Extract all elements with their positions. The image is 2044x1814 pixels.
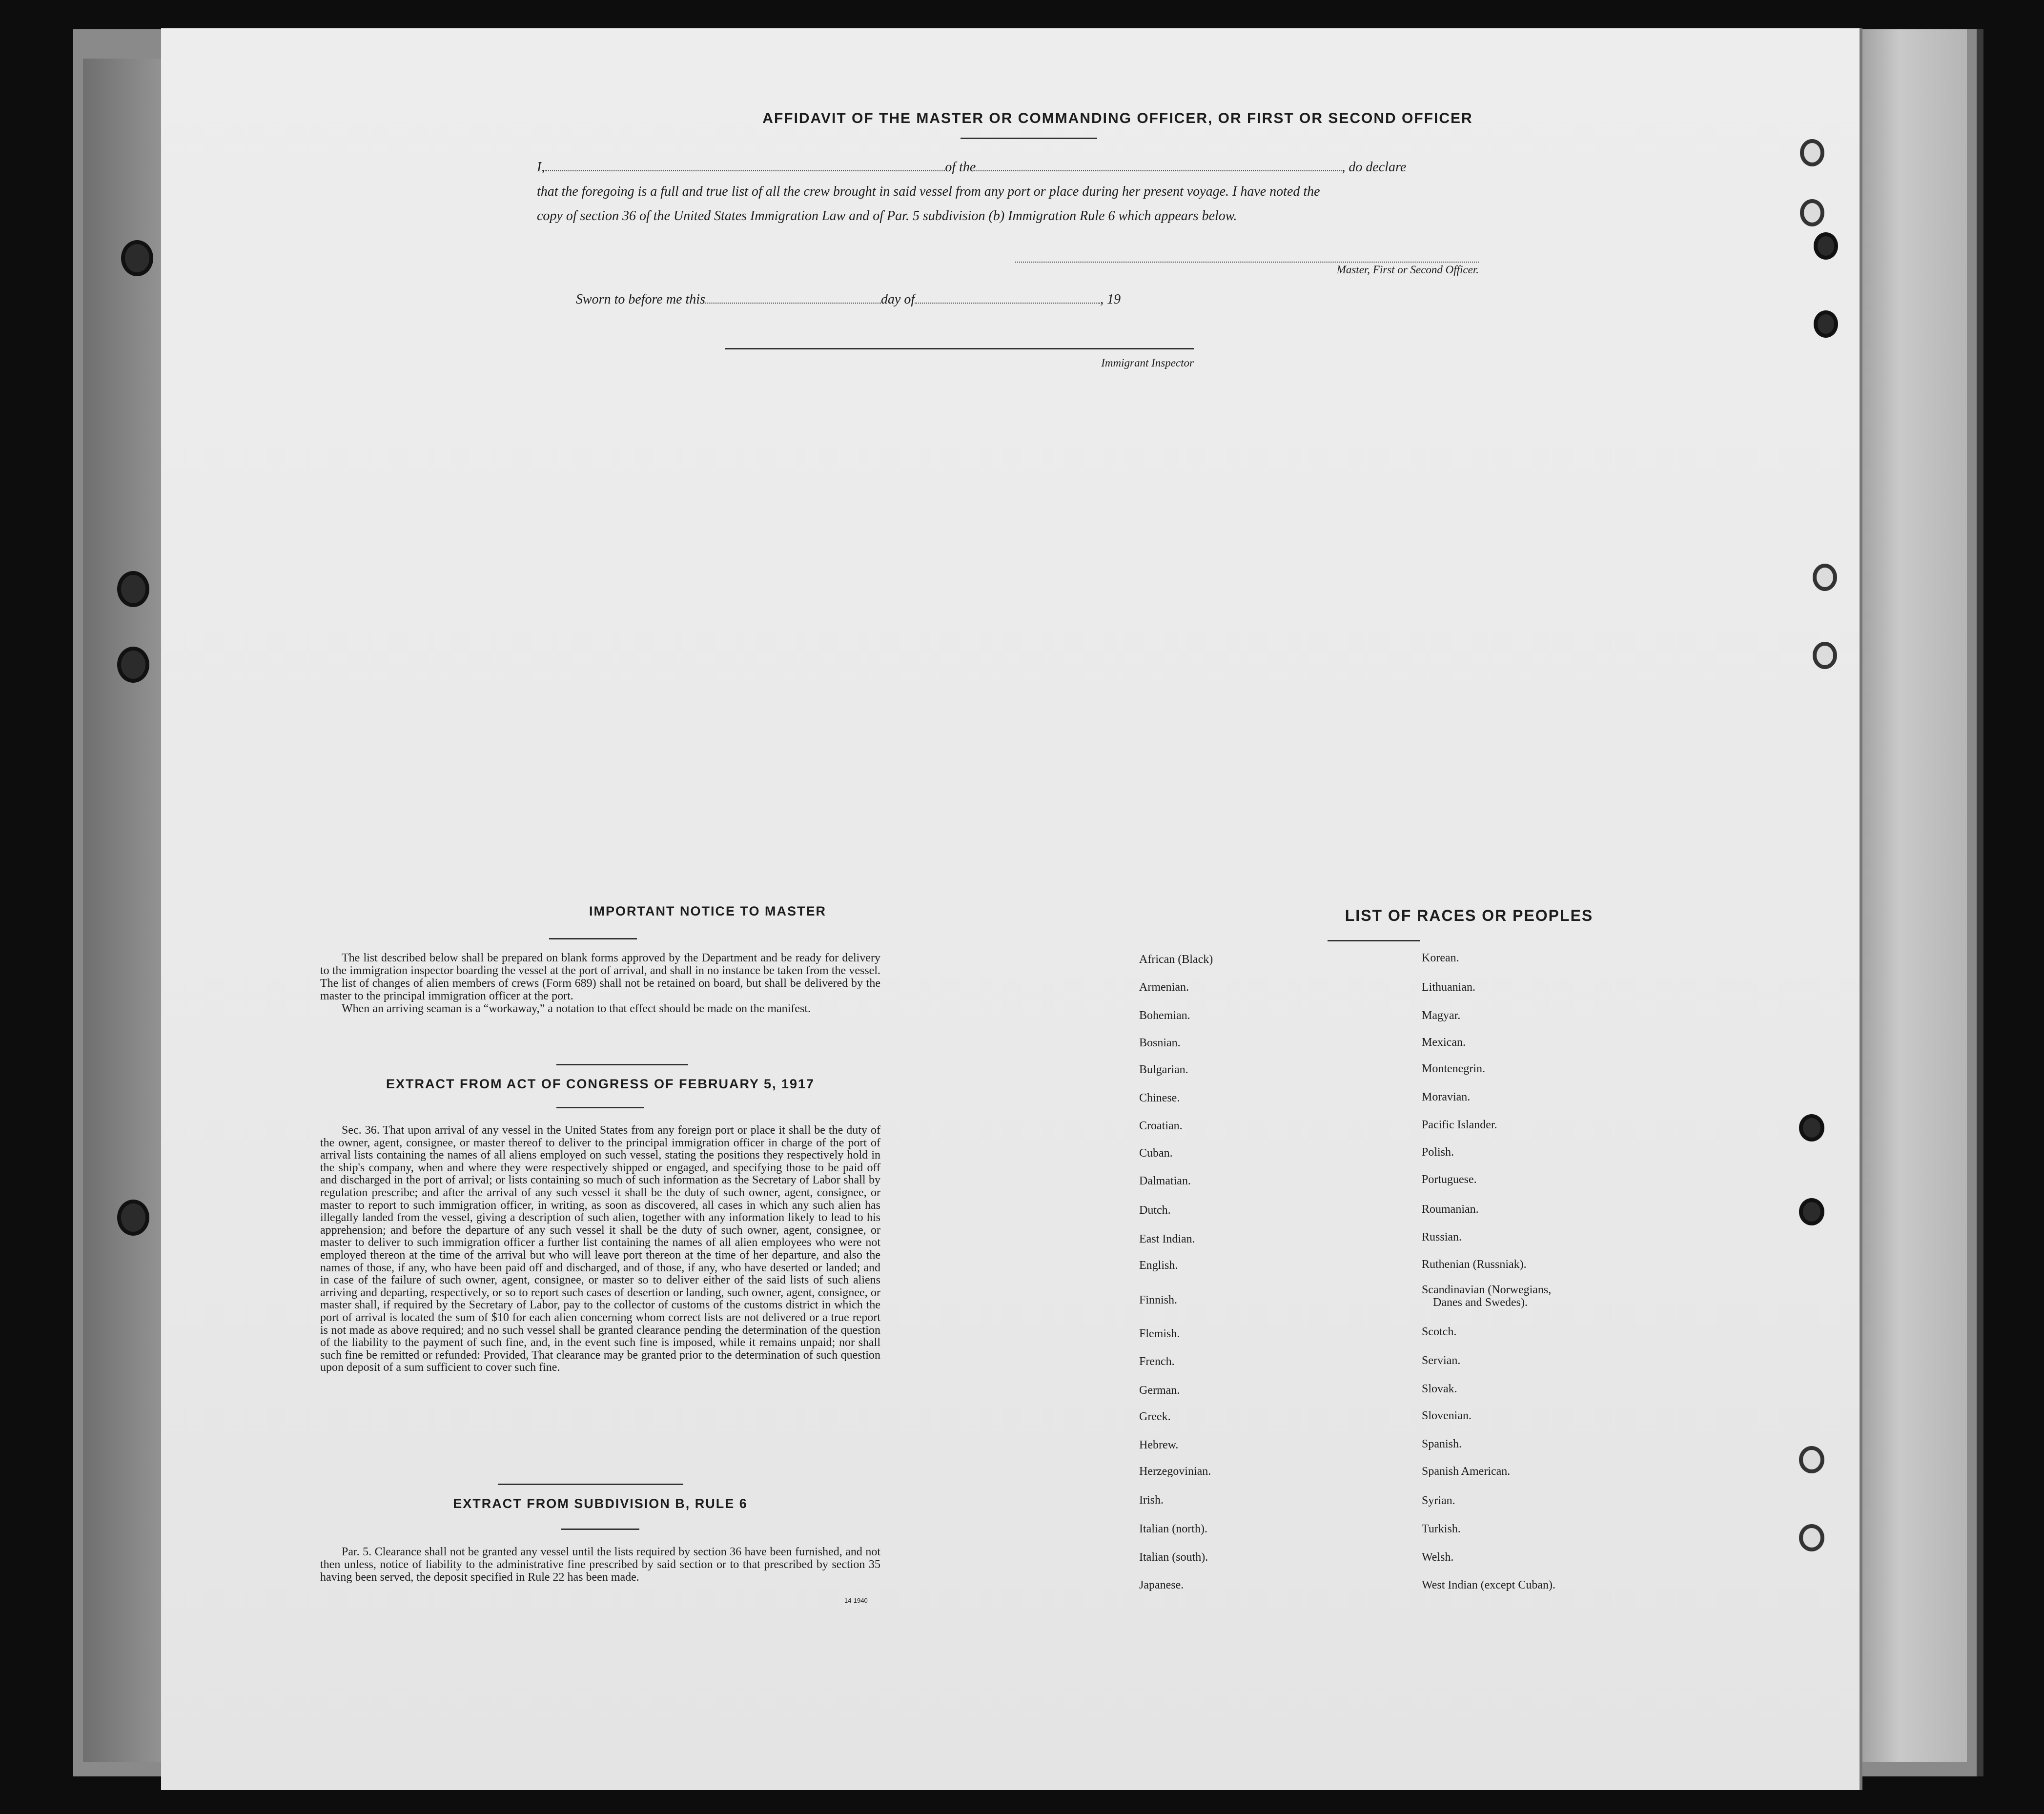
punch-hole-icon bbox=[1799, 1524, 1824, 1551]
sworn-statement bbox=[576, 292, 1210, 307]
race-item: English. bbox=[1139, 1259, 1178, 1272]
race-item: French. bbox=[1139, 1355, 1175, 1368]
race-item: East Indian. bbox=[1139, 1233, 1195, 1245]
race-item: Dalmatian. bbox=[1139, 1175, 1191, 1187]
race-item: Spanish. bbox=[1422, 1438, 1462, 1450]
race-item: Servian. bbox=[1422, 1354, 1461, 1367]
race-item: Spanish American. bbox=[1422, 1465, 1511, 1478]
punch-hole-icon bbox=[117, 1200, 149, 1236]
punch-hole-icon bbox=[1814, 310, 1838, 338]
race-item: Moravian. bbox=[1422, 1091, 1471, 1103]
affidavit-line-2: that the foregoing is a full and true list of all the crew brought in said vessel from any port or place during her present voyage. I have noted the bbox=[537, 184, 1320, 199]
race-item: Mexican. bbox=[1422, 1036, 1466, 1049]
par-5-text bbox=[320, 1546, 880, 1584]
punch-hole-icon bbox=[1800, 199, 1824, 226]
race-item: Lithuanian. bbox=[1422, 981, 1475, 994]
notice-paragraph: When an arriving seaman is a “workaway,” a notation to that effect should be made on the manifest. bbox=[342, 1002, 811, 1015]
section-36-paragraph: Sec. 36. That upon arrival of any vessel in the United States from any foreign port or place it shall be the duty of the owner, agent, consignee, or master thereof to deliver to the principal immigration officer in charge of the port of arrival lists containing the names of all aliens employed on such vessel, stating the positions they respectively hold in the ship's company, when and where they were respectively shipped or engaged, and specifying those to be paid off and discharged in the port of arrival; or lists containing so much of such information as the Secretary of Labor shall by regulation prescribe; and after the arrival of any such vessel it shall be the duty of such owner, agent, consignee, or master to report to such immigration officer, in writing, as soon as discovered, all cases in which any such alien has illegally landed from the vessel, giving a description of such alien, together with any information likely to lead to his apprehension; and before the departure of any such vessel it shall be the duty of such owner, agent, consignee, or master to deliver to such immigration officer a further list containing the names of all alien employees who were not employed thereon at the time of the arrival but who will leave port thereon at the time of her departure, and also the names of those, if any, who have been paid off and discharged, and of those, if any, who have deserted or landed; and in case of the failure of such owner, agent, consignee, or master so to deliver either of the said lists of such aliens arriving and departing, respectively, or so to report such cases of desertion or landing, such owner, agent, consignee, or master shall, if required by the Secretary of Labor, pay to the collector of customs of the customs district in which the port of arrival is located the sum of $10 for each alien concerning whom correct lists are not delivered or a true report is not made as above required; and no such vessel shall be granted clearance pending the determination of the question of the liability to the payment of such fine, and, in the event such fine is imposed, while it remains unpaid; nor shall such fine be remitted or refunded: Provided, That clearance may be granted prior to the determination of such question upon deposit of a sum sufficient to cover such fine. bbox=[320, 1124, 880, 1374]
par-5-paragraph: Par. 5. Clearance shall not be granted any vessel until the lists required by section 36 have been furnished, and not then unless, notice of liability to the administrative fine prescribed by said section or to that prescribed by section 35 having been served, the deposit specified in Rule 22 has been made. bbox=[320, 1546, 880, 1584]
race-item: Roumanian. bbox=[1422, 1203, 1479, 1216]
section-divider bbox=[556, 1064, 688, 1065]
race-item: Herzegovinian. bbox=[1139, 1465, 1211, 1478]
punch-hole-icon bbox=[1799, 1198, 1824, 1225]
race-item: Magyar. bbox=[1422, 1009, 1461, 1022]
punch-hole-icon bbox=[1814, 232, 1838, 260]
name-blank bbox=[545, 162, 945, 171]
affidavit-line-3: copy of section 36 of the United States Immigration Law and of Par. 5 subdivision (b) Immigration Rule 6 which appears below. bbox=[537, 208, 1237, 224]
notice-title: IMPORTANT NOTICE TO MASTER bbox=[589, 904, 826, 918]
race-item: Flemish. bbox=[1139, 1327, 1180, 1340]
race-item: Slovak. bbox=[1422, 1383, 1457, 1395]
extract-act-divider bbox=[556, 1107, 644, 1108]
race-item: Polish. bbox=[1422, 1146, 1454, 1159]
master-signature-line bbox=[1015, 262, 1479, 263]
punch-hole-icon bbox=[1800, 139, 1824, 166]
punch-hole-icon bbox=[117, 571, 149, 607]
punch-hole-icon bbox=[1813, 564, 1837, 591]
race-item: Portuguese. bbox=[1422, 1173, 1477, 1186]
race-item: Hebrew. bbox=[1139, 1439, 1179, 1451]
punch-hole-icon bbox=[121, 240, 153, 276]
sworn-date-blank bbox=[705, 294, 881, 304]
punch-hole-icon bbox=[1799, 1446, 1824, 1473]
section-36-text bbox=[320, 1124, 880, 1374]
race-item: West Indian (except Cuban). bbox=[1422, 1579, 1555, 1591]
punch-hole-icon bbox=[1813, 642, 1837, 669]
punch-hole-icon bbox=[1799, 1114, 1824, 1141]
affidavit-line-1 bbox=[537, 155, 1484, 180]
race-item: Dutch. bbox=[1139, 1204, 1171, 1217]
race-item: Russian. bbox=[1422, 1231, 1462, 1243]
section-divider bbox=[498, 1484, 683, 1485]
race-item: Bosnian. bbox=[1139, 1037, 1181, 1049]
race-item: Turkish. bbox=[1422, 1523, 1461, 1535]
race-item: Syrian. bbox=[1422, 1494, 1455, 1507]
notice-body bbox=[320, 952, 880, 1015]
sworn-month-blank bbox=[915, 294, 1100, 304]
race-item: Chinese. bbox=[1139, 1092, 1180, 1104]
race-item: German. bbox=[1139, 1384, 1180, 1397]
race-item: Armenian. bbox=[1139, 981, 1189, 994]
affidavit-title: AFFIDAVIT OF THE MASTER OR COMMANDING OFFICER, OR FIRST OR SECOND OFFICER bbox=[762, 110, 1473, 126]
race-item: Cuban. bbox=[1139, 1147, 1173, 1160]
extract-sub-divider bbox=[561, 1529, 639, 1530]
race-item: Ruthenian (Russniak). bbox=[1422, 1258, 1527, 1271]
inspector-label: Immigrant Inspector bbox=[1101, 357, 1194, 369]
race-item: Montenegrin. bbox=[1422, 1062, 1485, 1075]
next-page-edge bbox=[1855, 29, 1967, 1762]
race-item: Scotch. bbox=[1422, 1325, 1457, 1338]
affidavit-of-label: of the bbox=[945, 160, 976, 175]
race-item: Korean. bbox=[1422, 952, 1459, 964]
vessel-blank bbox=[976, 162, 1342, 171]
race-item: Bulgarian. bbox=[1139, 1063, 1188, 1076]
extract-act-title: EXTRACT FROM ACT OF CONGRESS OF FEBRUARY 5, 1917 bbox=[386, 1077, 815, 1091]
form-number: 14-1940 bbox=[844, 1597, 868, 1604]
race-item: Scandinavian (Norwegians, bbox=[1422, 1284, 1552, 1296]
sworn-day-label: day of bbox=[880, 292, 915, 307]
extract-sub-title: EXTRACT FROM SUBDIVISION B, RULE 6 bbox=[453, 1496, 748, 1511]
notice-paragraph: The list described below shall be prepared on blank forms approved by the Department and be ready for delivery to the immigration inspector boarding the vessel at the port of arrival, and shall in no instance be taken from the vessel. The list of changes of alien members of crews (Form 689) shall not be retained on board, but shall be delivered by the master to the principal immigration officer at the port. bbox=[320, 952, 880, 1002]
punch-hole-icon bbox=[117, 647, 149, 683]
races-divider bbox=[1328, 940, 1420, 941]
sworn-year-label: , 19 bbox=[1100, 292, 1121, 307]
race-item: Irish. bbox=[1139, 1494, 1164, 1507]
notice-divider bbox=[549, 938, 637, 939]
race-item: Greek. bbox=[1139, 1410, 1171, 1423]
race-item: Slovenian. bbox=[1422, 1409, 1472, 1422]
affidavit-declare-label: , do declare bbox=[1342, 160, 1407, 175]
race-item: Croatian. bbox=[1139, 1120, 1183, 1132]
affidavit-i-label: I, bbox=[537, 160, 545, 175]
race-item: Welsh. bbox=[1422, 1551, 1454, 1564]
race-item: African (Black) bbox=[1139, 953, 1213, 966]
race-item: Finnish. bbox=[1139, 1294, 1178, 1306]
races-title: LIST OF RACES OR PEOPLES bbox=[1345, 907, 1594, 924]
inspector-signature-line bbox=[725, 348, 1194, 349]
race-item: Danes and Swedes). bbox=[1433, 1296, 1528, 1309]
race-item: Italian (north). bbox=[1139, 1523, 1207, 1535]
sworn-label: Sworn to before me this bbox=[576, 292, 705, 307]
race-item: Pacific Islander. bbox=[1422, 1119, 1497, 1131]
affidavit-body bbox=[537, 155, 1484, 228]
master-signature-label: Master, First or Second Officer. bbox=[1336, 264, 1479, 276]
race-item: Japanese. bbox=[1139, 1579, 1184, 1591]
race-item: Bohemian. bbox=[1139, 1009, 1190, 1022]
title-divider bbox=[961, 138, 1097, 139]
race-item: Italian (south). bbox=[1139, 1551, 1208, 1564]
